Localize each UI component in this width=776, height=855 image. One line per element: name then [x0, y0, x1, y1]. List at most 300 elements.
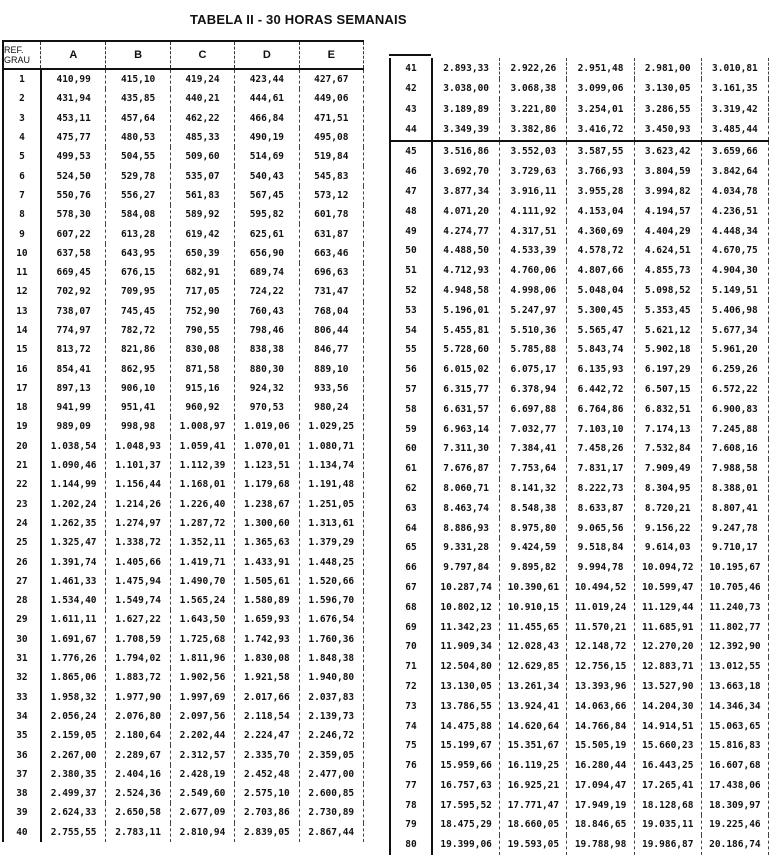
value-cell-c: 1.168,01: [170, 475, 234, 494]
value-cell-b: 457,64: [106, 109, 170, 128]
value-cell-b: 529,78: [106, 166, 170, 185]
value-cell-c: 440,21: [170, 89, 234, 108]
value-cell-d: 8.304,95: [634, 479, 701, 499]
value-cell-b: 998,98: [106, 417, 170, 436]
table-row: [3, 166, 364, 185]
value-cell-a: 2.499,37: [41, 784, 106, 803]
table-row: [390, 479, 769, 499]
value-cell-b: 2.404,16: [106, 765, 170, 784]
ref-grau-cell: 70: [390, 637, 432, 657]
value-cell-e: 1.379,29: [299, 533, 363, 552]
value-cell-e: 846,77: [299, 340, 363, 359]
value-cell-b: 12.028,43: [500, 637, 567, 657]
value-cell-b: 613,28: [106, 224, 170, 243]
value-cell-a: 4.488,50: [432, 241, 500, 261]
value-cell-a: 2.159,05: [41, 726, 106, 745]
value-cell-b: 5.510,36: [500, 320, 567, 340]
value-cell-a: 3.038,00: [432, 79, 500, 100]
value-cell-c: 9.065,56: [567, 518, 634, 538]
value-cell-a: 1.776,26: [41, 649, 106, 668]
value-cell-a: 19.399,06: [432, 835, 500, 855]
table-row: [390, 141, 769, 162]
ref-grau-cell: 41: [390, 58, 432, 79]
value-cell-a: 5.728,60: [432, 340, 500, 360]
value-cell-d: 2.017,66: [235, 688, 299, 707]
value-cell-d: 2.981,00: [634, 58, 701, 79]
table-row: [3, 803, 364, 822]
value-cell-c: 12.756,15: [567, 657, 634, 677]
value-cell-d: 19.035,11: [634, 815, 701, 835]
table-row: [390, 261, 769, 281]
value-cell-c: 18.846,65: [567, 815, 634, 835]
page-title: TABELA II - 30 HORAS SEMANAIS: [190, 12, 407, 27]
ref-grau-cell: 60: [390, 439, 432, 459]
value-cell-d: 514,69: [235, 147, 299, 166]
value-cell-d: 1.179,68: [235, 475, 299, 494]
value-cell-d: 2.452,48: [235, 765, 299, 784]
value-cell-c: 11.570,21: [567, 617, 634, 637]
value-cell-e: 1.080,71: [299, 437, 363, 456]
ref-grau-cell: 13: [3, 302, 41, 321]
value-cell-d: 798,46: [235, 321, 299, 340]
value-cell-b: 643,95: [106, 244, 170, 263]
value-cell-e: 471,51: [299, 109, 363, 128]
value-cell-d: 1.019,06: [235, 417, 299, 436]
value-cell-d: 5.353,45: [634, 300, 701, 320]
value-cell-a: 1.391,74: [41, 552, 106, 571]
value-cell-a: 2.893,33: [432, 58, 500, 79]
value-cell-e: 573,12: [299, 186, 363, 205]
value-cell-d: 9.614,03: [634, 538, 701, 558]
ref-grau-cell: 5: [3, 147, 41, 166]
value-cell-e: 9.710,17: [701, 538, 768, 558]
ref-grau-cell: 1: [3, 69, 41, 89]
ref-grau-cell: 45: [390, 141, 432, 162]
value-cell-b: 4.998,06: [500, 281, 567, 301]
value-cell-c: 16.280,44: [567, 756, 634, 776]
value-cell-a: 550,76: [41, 186, 106, 205]
value-cell-d: 14.204,30: [634, 696, 701, 716]
value-cell-a: 15.959,66: [432, 756, 500, 776]
value-cell-b: 3.068,38: [500, 79, 567, 100]
table-row: [390, 399, 769, 419]
value-cell-b: 13.261,34: [500, 677, 567, 697]
value-cell-b: 1.405,66: [106, 552, 170, 571]
value-cell-a: 8.886,93: [432, 518, 500, 538]
value-cell-d: 466,84: [235, 109, 299, 128]
ref-grau-cell: 66: [390, 558, 432, 578]
value-cell-e: 14.346,34: [701, 696, 768, 716]
value-cell-b: 1.338,72: [106, 533, 170, 552]
value-cell-d: 3.450,93: [634, 120, 701, 142]
table-row: [390, 538, 769, 558]
ref-grau-cell: 43: [390, 99, 432, 120]
table-row: [390, 677, 769, 697]
value-cell-e: 5.677,34: [701, 320, 768, 340]
table-row: [390, 657, 769, 677]
ref-grau-cell: 49: [390, 221, 432, 241]
value-cell-b: 1.048,93: [106, 437, 170, 456]
value-cell-e: 731,47: [299, 282, 363, 301]
value-cell-e: 2.477,00: [299, 765, 363, 784]
table-row: [3, 282, 364, 301]
value-cell-a: 3.692,70: [432, 162, 500, 182]
ref-grau-cell: 8: [3, 205, 41, 224]
value-cell-b: 12.629,85: [500, 657, 567, 677]
value-cell-b: 3.552,03: [500, 141, 567, 162]
value-cell-c: 13.393,96: [567, 677, 634, 697]
value-cell-c: 1.287,72: [170, 514, 234, 533]
value-cell-c: 12.148,72: [567, 637, 634, 657]
ref-grau-cell: 27: [3, 572, 41, 591]
value-cell-b: 16.925,21: [500, 776, 567, 796]
value-cell-e: 2.359,05: [299, 745, 363, 764]
value-cell-c: 509,60: [170, 147, 234, 166]
value-cell-e: 2.867,44: [299, 823, 363, 842]
value-cell-a: 4.071,20: [432, 201, 500, 221]
value-cell-b: 7.753,64: [500, 459, 567, 479]
value-cell-e: 1.448,25: [299, 552, 363, 571]
value-cell-d: 1.433,91: [235, 552, 299, 571]
value-cell-e: 6.572,22: [701, 380, 768, 400]
value-cell-a: 3.349,39: [432, 120, 500, 142]
value-cell-b: 951,41: [106, 398, 170, 417]
value-cell-e: 4.448,34: [701, 221, 768, 241]
value-cell-e: 1.251,05: [299, 495, 363, 514]
value-cell-c: 485,33: [170, 128, 234, 147]
value-cell-e: 9.247,78: [701, 518, 768, 538]
value-cell-e: 1.940,80: [299, 668, 363, 687]
table-row: [3, 244, 364, 263]
value-cell-b: 13.924,41: [500, 696, 567, 716]
table-row: [3, 688, 364, 707]
table-row: [3, 109, 364, 128]
ref-grau-cell: 16: [3, 359, 41, 378]
value-cell-a: 2.755,55: [41, 823, 106, 842]
value-cell-e: 1.596,70: [299, 591, 363, 610]
value-cell-d: 13.527,90: [634, 677, 701, 697]
value-cell-c: 5.843,74: [567, 340, 634, 360]
ref-grau-cell: 48: [390, 201, 432, 221]
value-cell-d: 880,30: [235, 359, 299, 378]
value-cell-c: 3.254,01: [567, 99, 634, 120]
table-row: [390, 79, 769, 100]
value-cell-e: 8.807,41: [701, 498, 768, 518]
value-cell-e: 2.600,85: [299, 784, 363, 803]
value-cell-e: 1.191,48: [299, 475, 363, 494]
value-cell-e: 18.309,97: [701, 795, 768, 815]
ref-grau-cell: 3: [3, 109, 41, 128]
column-header-a: A: [41, 41, 106, 69]
value-cell-d: 12.270,20: [634, 637, 701, 657]
value-cell-d: 11.685,91: [634, 617, 701, 637]
value-cell-d: 724,22: [235, 282, 299, 301]
value-cell-c: 7.831,17: [567, 459, 634, 479]
value-cell-b: 1.214,26: [106, 495, 170, 514]
table-row: [3, 668, 364, 687]
value-cell-c: 462,22: [170, 109, 234, 128]
value-cell-e: 11.802,77: [701, 617, 768, 637]
ref-grau-cell: 67: [390, 578, 432, 598]
value-cell-c: 1.902,56: [170, 668, 234, 687]
value-cell-a: 9.797,84: [432, 558, 500, 578]
value-cell-a: 10.802,12: [432, 597, 500, 617]
value-cell-c: 682,91: [170, 263, 234, 282]
ref-grau-cell: 51: [390, 261, 432, 281]
table-row: [3, 456, 364, 475]
value-cell-a: 524,50: [41, 166, 106, 185]
ref-grau-cell: 34: [3, 707, 41, 726]
value-cell-c: 619,42: [170, 224, 234, 243]
table-row: [390, 340, 769, 360]
value-cell-d: 2.118,54: [235, 707, 299, 726]
ref-grau-cell: 55: [390, 340, 432, 360]
value-cell-d: 1.238,67: [235, 495, 299, 514]
table-row: [3, 128, 364, 147]
salary-table-left: [2, 40, 364, 842]
value-cell-c: 650,39: [170, 244, 234, 263]
value-cell-c: 8.633,87: [567, 498, 634, 518]
table-row: [390, 617, 769, 637]
value-cell-e: 631,87: [299, 224, 363, 243]
value-cell-e: 15.063,65: [701, 716, 768, 736]
value-cell-b: 19.593,05: [500, 835, 567, 855]
value-cell-a: 669,45: [41, 263, 106, 282]
value-cell-a: 14.475,88: [432, 716, 500, 736]
table-row: [390, 182, 769, 202]
value-cell-a: 15.199,67: [432, 736, 500, 756]
table-row: [390, 756, 769, 776]
value-cell-a: 4.274,77: [432, 221, 500, 241]
value-cell-b: 745,45: [106, 302, 170, 321]
value-cell-a: 607,22: [41, 224, 106, 243]
value-cell-e: 2.037,83: [299, 688, 363, 707]
value-cell-c: 535,07: [170, 166, 234, 185]
value-cell-c: 1.997,69: [170, 688, 234, 707]
ref-grau-cell: 58: [390, 399, 432, 419]
table-row: [3, 649, 364, 668]
value-cell-c: 9.518,84: [567, 538, 634, 558]
ref-grau-cell: 33: [3, 688, 41, 707]
value-cell-e: 16.607,68: [701, 756, 768, 776]
value-cell-c: 1.565,24: [170, 591, 234, 610]
value-cell-c: 8.222,73: [567, 479, 634, 499]
value-cell-b: 906,10: [106, 379, 170, 398]
value-cell-a: 4.948,58: [432, 281, 500, 301]
value-cell-d: 3.994,82: [634, 182, 701, 202]
value-cell-e: 1.029,25: [299, 417, 363, 436]
value-cell-a: 8.463,74: [432, 498, 500, 518]
value-cell-e: 19.225,46: [701, 815, 768, 835]
ref-grau-header: [3, 41, 41, 69]
value-cell-a: 941,99: [41, 398, 106, 417]
value-cell-e: 3.485,44: [701, 120, 768, 142]
value-cell-e: 7.245,88: [701, 419, 768, 439]
value-cell-d: 1.123,51: [235, 456, 299, 475]
value-cell-a: 774,97: [41, 321, 106, 340]
ref-grau-cell: 6: [3, 166, 41, 185]
value-cell-c: 6.135,93: [567, 360, 634, 380]
ref-grau-cell: 62: [390, 479, 432, 499]
value-cell-c: 17.094,47: [567, 776, 634, 796]
value-cell-b: 15.351,67: [500, 736, 567, 756]
value-cell-e: 495,08: [299, 128, 363, 147]
table-row: [3, 398, 364, 417]
table-row: [3, 610, 364, 629]
value-cell-e: 519,84: [299, 147, 363, 166]
value-cell-c: 2.202,44: [170, 726, 234, 745]
ref-grau-cell: 68: [390, 597, 432, 617]
value-cell-d: 4.855,73: [634, 261, 701, 281]
value-cell-d: 1.505,61: [235, 572, 299, 591]
value-cell-d: 3.130,05: [634, 79, 701, 100]
value-cell-c: 5.048,04: [567, 281, 634, 301]
value-cell-a: 1.611,11: [41, 610, 106, 629]
value-cell-c: 1.725,68: [170, 630, 234, 649]
value-cell-c: 2.677,09: [170, 803, 234, 822]
value-cell-a: 8.060,71: [432, 479, 500, 499]
table-row: [3, 379, 364, 398]
value-cell-b: 1.274,97: [106, 514, 170, 533]
value-cell-e: 889,10: [299, 359, 363, 378]
ref-grau-cell: 35: [3, 726, 41, 745]
value-cell-b: 1.977,90: [106, 688, 170, 707]
value-cell-b: 4.533,39: [500, 241, 567, 261]
value-cell-b: 2.524,36: [106, 784, 170, 803]
table-row: [390, 637, 769, 657]
ref-grau-cell: 14: [3, 321, 41, 340]
value-cell-a: 12.504,80: [432, 657, 500, 677]
value-cell-a: 10.287,74: [432, 578, 500, 598]
value-cell-d: 595,82: [235, 205, 299, 224]
value-cell-a: 11.909,34: [432, 637, 500, 657]
table-row: [390, 776, 769, 796]
value-cell-b: 1.708,59: [106, 630, 170, 649]
ref-grau-cell: 40: [3, 823, 41, 842]
value-cell-c: 10.494,52: [567, 578, 634, 598]
table-row: [390, 221, 769, 241]
value-cell-c: 1.112,39: [170, 456, 234, 475]
value-cell-a: 1.691,67: [41, 630, 106, 649]
value-cell-d: 7.532,84: [634, 439, 701, 459]
value-cell-b: 1.883,72: [106, 668, 170, 687]
value-cell-c: 3.766,93: [567, 162, 634, 182]
ref-grau-cell: 78: [390, 795, 432, 815]
value-cell-c: 3.587,55: [567, 141, 634, 162]
value-cell-c: 4.153,04: [567, 201, 634, 221]
table-row: [390, 162, 769, 182]
value-cell-c: 4.578,72: [567, 241, 634, 261]
table-row: [390, 120, 769, 142]
value-cell-a: 1.461,33: [41, 572, 106, 591]
ref-grau-cell: 57: [390, 380, 432, 400]
value-cell-e: 601,78: [299, 205, 363, 224]
table-row: [390, 459, 769, 479]
ref-grau-cell: 24: [3, 514, 41, 533]
value-cell-c: 419,24: [170, 69, 234, 89]
column-header-e: E: [299, 41, 363, 69]
value-cell-e: 6.900,83: [701, 399, 768, 419]
table-row: [390, 281, 769, 301]
value-cell-c: 1.008,97: [170, 417, 234, 436]
value-cell-b: 16.119,25: [500, 756, 567, 776]
ref-grau-cell: 54: [390, 320, 432, 340]
value-cell-d: 2.839,05: [235, 823, 299, 842]
table-row: [3, 69, 364, 89]
value-cell-c: 1.490,70: [170, 572, 234, 591]
value-cell-d: 5.098,52: [634, 281, 701, 301]
column-header-d: D: [235, 41, 299, 69]
value-cell-d: 12.883,71: [634, 657, 701, 677]
value-cell-d: 2.335,70: [235, 745, 299, 764]
value-cell-c: 717,05: [170, 282, 234, 301]
value-cell-a: 2.267,00: [41, 745, 106, 764]
value-cell-d: 924,32: [235, 379, 299, 398]
value-cell-a: 6.963,14: [432, 419, 500, 439]
ref-grau-cell: 71: [390, 657, 432, 677]
table-row: [390, 439, 769, 459]
value-cell-d: 5.902,18: [634, 340, 701, 360]
table-row: [390, 597, 769, 617]
value-cell-b: 8.548,38: [500, 498, 567, 518]
value-cell-e: 1.313,61: [299, 514, 363, 533]
value-cell-e: 10.705,46: [701, 578, 768, 598]
value-cell-e: 4.670,75: [701, 241, 768, 261]
value-cell-c: 2.810,94: [170, 823, 234, 842]
value-cell-b: 5.247,97: [500, 300, 567, 320]
value-cell-a: 13.786,55: [432, 696, 500, 716]
value-cell-a: 7.311,30: [432, 439, 500, 459]
value-cell-b: 8.141,32: [500, 479, 567, 499]
value-cell-a: 13.130,05: [432, 677, 500, 697]
value-cell-b: 17.771,47: [500, 795, 567, 815]
value-cell-b: 435,85: [106, 89, 170, 108]
ref-grau-cell: 30: [3, 630, 41, 649]
table-row: [3, 186, 364, 205]
table-row: [3, 572, 364, 591]
value-cell-c: 7.458,26: [567, 439, 634, 459]
value-cell-c: 9.994,78: [567, 558, 634, 578]
value-cell-b: 9.424,59: [500, 538, 567, 558]
value-cell-b: 556,27: [106, 186, 170, 205]
value-cell-d: 490,19: [235, 128, 299, 147]
value-cell-b: 10.390,61: [500, 578, 567, 598]
value-cell-e: 7.608,16: [701, 439, 768, 459]
value-cell-d: 8.720,21: [634, 498, 701, 518]
value-cell-d: 567,45: [235, 186, 299, 205]
ref-grau-cell: 22: [3, 475, 41, 494]
value-cell-c: 7.103,10: [567, 419, 634, 439]
value-cell-e: 8.388,01: [701, 479, 768, 499]
value-cell-a: 989,09: [41, 417, 106, 436]
ref-grau-cell: 61: [390, 459, 432, 479]
value-cell-e: 3.010,81: [701, 58, 768, 79]
table-row: [3, 514, 364, 533]
ref-grau-cell: 31: [3, 649, 41, 668]
value-cell-e: 17.438,06: [701, 776, 768, 796]
value-cell-b: 1.627,22: [106, 610, 170, 629]
ref-grau-cell: 75: [390, 736, 432, 756]
value-cell-c: 871,58: [170, 359, 234, 378]
table-row: [3, 224, 364, 243]
value-cell-e: 933,56: [299, 379, 363, 398]
ref-grau-cell: 64: [390, 518, 432, 538]
value-cell-a: 1.144,99: [41, 475, 106, 494]
value-cell-c: 2.549,60: [170, 784, 234, 803]
ref-grau-cell: 44: [390, 120, 432, 142]
ref-grau-cell: 37: [3, 765, 41, 784]
table-row: [390, 835, 769, 855]
